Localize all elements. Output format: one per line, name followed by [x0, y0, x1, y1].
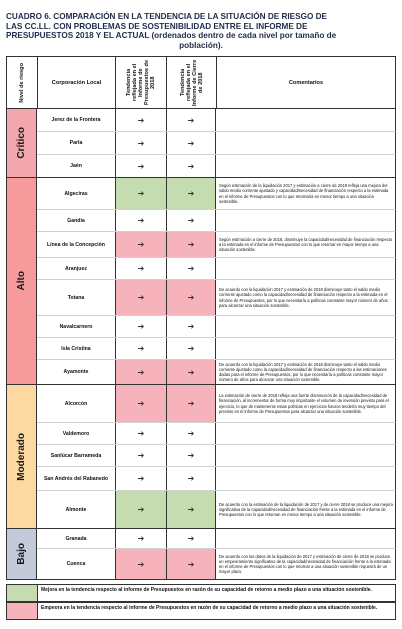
comment: De acuerdo con la estimación de la liquidación de 2017 y de cierre 2018 se produce una mejora significativa de la capacidad/necesidad de financiación frente a la estimada en el informe de Presupuestos con lo que retornan en menor tiempo a una situación sostenible.: [219, 501, 393, 518]
trend-cierre-arrow-icon: ➔: [166, 445, 216, 466]
table-row: [37, 445, 396, 467]
comment: De acuerdo con los datos de la liquidación de 2017 y estimación de cierre de 2018 se produce un empeoramiento significativo de la capacidad/necesidad de financiación frente a la estimada en el informe de Presupuestos con lo que retornar a una situación sostenible requerirá de un mayor plazo.: [219, 553, 391, 575]
trend-cierre-arrow-icon: ➔: [166, 109, 216, 131]
trend-presupuestos-arrow-icon: ➔: [115, 549, 166, 579]
comment: [216, 338, 396, 359]
trend-cierre-arrow-icon: ➔: [166, 258, 216, 279]
table-header: [6, 56, 396, 109]
table-row: [37, 491, 396, 529]
corporation-name: Sanlúcar Barrameda: [50, 452, 102, 459]
trend-presupuestos-arrow-icon: ➔: [115, 385, 166, 422]
corporation-name: Gandía: [67, 217, 85, 224]
corporation-name: Aranjuez: [65, 265, 87, 272]
table-row: [37, 385, 396, 423]
corporation-name: Granada: [65, 535, 87, 542]
level-label-bajo: Bajo: [6, 529, 37, 580]
trend-presupuestos-arrow-icon: ➔: [115, 491, 166, 528]
corporation-name: Línea de la Concepción: [47, 241, 105, 248]
trend-presupuestos-arrow-icon: ➔: [115, 360, 166, 384]
comment: [216, 316, 396, 337]
comment: [216, 467, 396, 490]
title-line-1: CUADRO 6. COMPARACIÓN EN LA TENDENCIA DE LA SITUACIÓN DE RIESGO DE: [6, 12, 327, 21]
trend-cierre-arrow-icon: ➔: [166, 338, 216, 359]
table-row: [37, 132, 396, 155]
trend-cierre-arrow-icon: ➔: [166, 178, 216, 209]
table-row: [37, 360, 396, 385]
comment: [216, 423, 396, 444]
level-label-alto: Alto: [6, 178, 37, 385]
comment: De acuerdo con la liquidación 2017 y estimación de 2018 disminuye tanto el saldo medio corriente ajustado como la capacidad/necesidad de financiación respecto a la estimada en el informe de Presupuestos, por lo que necesitaría a políticas constante mayor número de años para alcanzar una situación sostenible.: [219, 287, 388, 308]
group-alto: [6, 178, 396, 385]
header-tendencia-cierre: Tendencia reflejada en el Informe de Cierre de 2018: [167, 57, 217, 108]
table-row: [37, 467, 396, 491]
trend-presupuestos-arrow-icon: ➔: [115, 280, 166, 315]
table-row: [37, 549, 396, 580]
corporation-name: Jaén: [70, 163, 82, 169]
table-row: [37, 155, 396, 178]
level-label-critico: Crítico: [6, 109, 37, 178]
comment: [216, 109, 396, 131]
legend-text-worsen: Empeora en la tendencia respecto al informe de Presupuestos en razón de su capacidad de retorno a medio plazo a una situación sostenible.: [41, 605, 378, 611]
level-label-moderado: Moderado: [6, 385, 37, 529]
corporation-name: Totana: [67, 294, 85, 301]
table-row: [37, 109, 396, 132]
legend-text-improve: Mejora en la tendencia respecto al informe de Presupuestos en razón de su capacidad de retorno a medio plazo a una situación sostenible.: [41, 587, 372, 593]
group-bajo: [6, 529, 396, 580]
trend-presupuestos-arrow-icon: ➔: [115, 155, 166, 177]
corporation-name: Ayamonte: [63, 369, 89, 375]
corporation-name: Isla Cristina: [61, 345, 91, 352]
comment: [216, 132, 396, 154]
header-tendencia-presupuestos: Tendencia reflejada en el Informe de Presupuestos de 2018: [116, 57, 167, 108]
comment: [216, 445, 396, 466]
trend-presupuestos-arrow-icon: ➔: [115, 467, 166, 490]
comment: [216, 210, 396, 231]
comment: [216, 529, 396, 548]
comment: Según estimación a cierre de 2018, disminuye la capacidad/necesidad de financiación respecto a la estimada en el informe de Presupuestos con lo que retornar en mayor tiempo a una situación sostenible.: [219, 236, 393, 253]
title-line-2: LAS CC.LL. CON PROBLEMAS DE SOSTENIBILIDAD ENTRE EL INFORME DE: [6, 21, 308, 31]
title-line-3: PRESUPUESTOS 2018 Y EL ACTUAL (ordenados dentro de cada nivel por tamaño de: [6, 31, 337, 41]
corporation-name: Alcorcón: [64, 400, 88, 407]
group-moderado: [6, 385, 396, 529]
table-row: [37, 232, 396, 258]
trend-presupuestos-arrow-icon: ➔: [115, 132, 166, 154]
legend-swatch-improve: [7, 585, 38, 601]
corporation-name: Algeciras: [64, 190, 88, 197]
trend-cierre-arrow-icon: ➔: [166, 423, 216, 444]
trend-cierre-arrow-icon: ➔: [166, 491, 216, 528]
trend-presupuestos-arrow-icon: ➔: [115, 210, 166, 231]
trend-cierre-arrow-icon: ➔: [166, 360, 216, 384]
trend-cierre-arrow-icon: ➔: [166, 155, 216, 177]
comment: La estimación de cierre de 2018 refleja una fuerte disminución de la capacidad/necesidad de financiación, al incrementar de forma muy importante el volumen de inversión previsto para el ejercicio, lo que de mantenerse estas políticas en ejercicios futuros tendería muy tiempo del previsto en el informe de Presupuestos para alcanzar una situación sostenible.: [219, 393, 389, 414]
trend-cierre-arrow-icon: ➔: [166, 210, 216, 231]
title-line-4: población).: [179, 40, 223, 50]
trend-cierre-arrow-icon: ➔: [166, 280, 216, 315]
comment: De acuerdo con la liquidación 2017 y estimación de 2018 disminuye tanto el saldo medio corriente ajustado como la capacidad/necesidad de financiación respecto a las estimaciones dadas para el informe de Presupuestos, por lo que necesitaría a políticas constante mayor número de años para alcanzar una situación sostenible.: [219, 361, 387, 383]
table-row: [37, 423, 396, 445]
table-row: [37, 280, 396, 316]
trend-cierre-arrow-icon: ➔: [166, 467, 216, 490]
header-nivel: Nivel de riesgo: [7, 57, 38, 108]
table-row: [37, 316, 396, 338]
group-critico: [6, 109, 396, 178]
trend-presupuestos-arrow-icon: ➔: [115, 338, 166, 359]
trend-cierre-arrow-icon: ➔: [166, 316, 216, 337]
trend-cierre-arrow-icon: ➔: [166, 232, 216, 257]
table-row: [37, 529, 396, 549]
corporation-name: San Andrés del Rabanedo: [43, 475, 109, 482]
trend-presupuestos-arrow-icon: ➔: [115, 423, 166, 444]
table-row: [37, 210, 396, 232]
table-row: [37, 338, 396, 360]
comment: Según estimación de la liquidación 2017 y estimación a cierre de 2018 refleja una mejora del saldo medio corriente ajustado y capacidad/necesidad de financiación respecto a la estimada en el informe de Presupuestos con lo que retornaría en menor tiempo a una situación sostenible.: [219, 183, 389, 204]
page-title: [6, 12, 396, 50]
legend-row-improve: [6, 584, 396, 602]
trend-presupuestos-arrow-icon: ➔: [115, 316, 166, 337]
comment: [216, 155, 396, 177]
table-row: [37, 258, 396, 280]
corporation-name: Navalcarnero: [59, 323, 93, 330]
header-comentarios: Comentarios: [288, 79, 324, 86]
corporation-name: Almonte: [65, 506, 87, 513]
trend-cierre-arrow-icon: ➔: [166, 385, 216, 422]
trend-presupuestos-arrow-icon: ➔: [115, 445, 166, 466]
header-corporacion: Corporación Local: [38, 57, 116, 108]
corporation-name: Jerez de la Frontera: [51, 117, 101, 123]
trend-presupuestos-arrow-icon: ➔: [115, 529, 166, 548]
trend-presupuestos-arrow-icon: ➔: [115, 109, 166, 131]
table-row: [37, 178, 396, 210]
legend-swatch-worsen: [7, 603, 38, 619]
trend-cierre-arrow-icon: ➔: [166, 132, 216, 154]
trend-presupuestos-arrow-icon: ➔: [115, 178, 166, 209]
corporation-name: Cuenca: [66, 561, 86, 567]
corporation-name: Valdemoro: [62, 430, 90, 437]
legend-row-worsen: [6, 602, 396, 620]
trend-presupuestos-arrow-icon: ➔: [115, 258, 166, 279]
corporation-name: Parla: [69, 140, 83, 146]
trend-presupuestos-arrow-icon: ➔: [115, 232, 166, 257]
comment: [216, 258, 396, 279]
trend-cierre-arrow-icon: ➔: [166, 529, 216, 548]
trend-cierre-arrow-icon: ➔: [166, 549, 216, 579]
